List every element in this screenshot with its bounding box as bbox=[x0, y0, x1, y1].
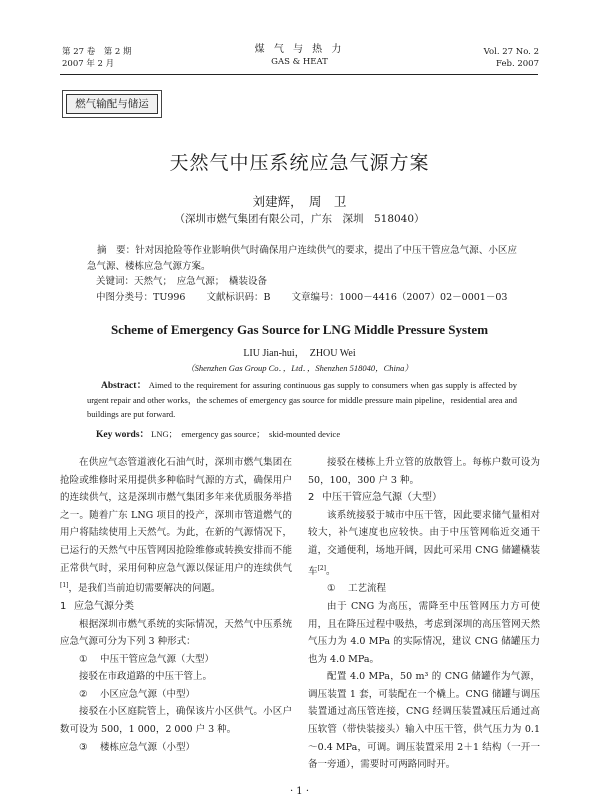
paragraph: 接驳在小区庭院管上，确保该片小区供气。小区户数可设为 500，1 000，2 000 户 3 种。 bbox=[60, 706, 292, 736]
keywords-en-text: LNG； emergency gas source； skid-mounted device bbox=[151, 429, 341, 439]
abstract-zh-text: 针对因抢险等作业影响供气时确保用户连续供气的要求，提出了中压干管应急气源、小区应急气源、楼栋应急气源方案。 bbox=[87, 245, 517, 272]
section-heading bbox=[308, 489, 540, 507]
paragraph: 接驳在楼栋上升立管的放散管上。每栋户数可设为 50，100，300 户 3 种。 bbox=[308, 457, 540, 486]
body-column-left bbox=[60, 454, 292, 756]
section-heading bbox=[60, 598, 292, 616]
authors-en: LIU Jian-hui， ZHOU Wei bbox=[243, 348, 356, 359]
paragraph-text: 该系统接驳于城市中压干管，因此要求储气量相对较大，补气速度也应较快。由于中压管网临近交通干道，交通便利，场地开阔，因此可采用 CNG 储罐橇装车 bbox=[308, 509, 540, 577]
header-date-en: Feb. 2007 bbox=[496, 59, 539, 69]
paragraph bbox=[60, 454, 292, 598]
affiliation-en: （Shenzhen Gas Group Co．，Ltd．，Shenzhen 518040，China） bbox=[186, 363, 413, 373]
paragraph-text: 在供应气态管道液化石油气时，深圳市燃气集团在抢险或维修时采用提供多种临时气源的方式，确保用户的连续供气，这是深圳市燃气集团多年来优质服务举措之一。随着广东 LNG 项目的投产，深圳市管道燃气的用户将陆续使用上天然气。为此，在新的气源情况下，已运行的天然气中压管网因抢险维修或转换安排而不能正常供气时，采用何种应急气源以保证用户的连续供气 bbox=[60, 457, 292, 574]
journal-name-zh: 煤 气 与 热 力 bbox=[254, 44, 345, 55]
section-title: 中压干管应急气源（大型） bbox=[322, 492, 442, 504]
paragraph: 配置 4.0 MPa，50 m³ 的 CNG 储罐作为气源，调压装置 1 套，可装配在一个橇上。CNG 储罐与调压装置通过高压管连接，CNG 经调压装置减压后通过高压软管（带快装接头）输入中压干管，供气压力为 0.1～0.4 MPa，可调。调压装置采用 2＋1 结构（一开一备一旁通），需要时可两路同时开。 bbox=[308, 671, 540, 771]
list-item-text: 工艺流程 bbox=[348, 583, 387, 595]
paragraph-text: ，是我们当前迫切需要解决的问题。 bbox=[68, 583, 221, 595]
citation: [2] bbox=[317, 564, 327, 572]
list-item bbox=[308, 580, 540, 598]
section-number: 2 bbox=[308, 492, 315, 504]
body-column-right bbox=[308, 454, 540, 774]
journal-name-en: GAS & HEAT bbox=[271, 57, 328, 67]
abstract-en-label: Abstract： bbox=[101, 381, 147, 391]
keywords-zh bbox=[96, 274, 267, 290]
header-date-zh: 2007 年 2 月 bbox=[62, 59, 115, 69]
clc-number: 中图分类号：TU996 bbox=[96, 292, 186, 303]
page-number: · 1 · bbox=[289, 786, 310, 797]
list-marker: ③ bbox=[79, 741, 88, 753]
abstract-zh-label: 摘 要： bbox=[97, 245, 136, 256]
keywords-en bbox=[96, 426, 340, 440]
abstract-zh bbox=[87, 243, 517, 274]
list-item bbox=[60, 686, 292, 704]
section-number: 1 bbox=[60, 600, 67, 612]
list-marker: ① bbox=[327, 583, 336, 595]
paragraph: 接驳在市政道路的中压干管上。 bbox=[79, 671, 213, 683]
paragraph-text: 。 bbox=[326, 565, 336, 577]
abstract-en bbox=[87, 378, 517, 421]
keywords-en-label: Key words： bbox=[96, 430, 150, 440]
header-volume: 第 27 卷 第 2 期 bbox=[62, 47, 132, 57]
list-item bbox=[60, 739, 292, 757]
abstract-en-text: Aimed to the requirement for assuring continuous gas supply to consumers when gas supply is affected by urgent repair and other works，the schemes of emergency gas source for middle pressure main pipeline，residential area and buildings are put forward. bbox=[87, 380, 517, 419]
authors-zh: 刘建辉， 周 卫 bbox=[252, 194, 347, 209]
header-volume-en: Vol. 27 No. 2 bbox=[483, 47, 539, 57]
paragraph: 根据深圳市燃气系统的实际情况，天然气中压系统应急气源可分为下列 3 种形式： bbox=[60, 618, 292, 648]
header-volume-info-en bbox=[484, 46, 539, 70]
keywords-zh-label: 关键词： bbox=[96, 276, 135, 287]
list-item bbox=[60, 651, 292, 669]
header-rule bbox=[60, 74, 538, 75]
article-title-zh: 天然气中压系统应急气源方案 bbox=[169, 152, 430, 174]
list-item-text: 中压干管应急气源（大型） bbox=[100, 653, 215, 665]
list-marker: ② bbox=[79, 688, 88, 700]
article-title-en: Scheme of Emergency Gas Source for LNG Middle Pressure System bbox=[110, 322, 489, 337]
affiliation-zh: （深圳市燃气集团有限公司，广东 深圳 518040） bbox=[174, 213, 425, 225]
list-item-text: 小区应急气源（中型） bbox=[100, 688, 196, 700]
citation: [1] bbox=[60, 582, 69, 590]
section-tag: 燃气输配与储运 bbox=[66, 94, 158, 114]
classification-line bbox=[96, 290, 525, 306]
article-number: 文章编号：1000－4416（2007）02－0001－03 bbox=[291, 292, 508, 303]
paragraph: 由于 CNG 为高压，需降至中压管网压力方可使用，且在降压过程中吸热，考虑到深圳的高压管网天然气压力为 4.0 MPa 的实际情况，建议 CNG 储罐压力也为 4.0 MPa。 bbox=[308, 600, 540, 665]
keywords-zh-text: 天然气； 应急气源； 橇装设备 bbox=[134, 276, 268, 287]
document-code: 文献标识码：B bbox=[206, 292, 271, 303]
list-item-text: 楼栋应急气源（小型） bbox=[100, 741, 196, 753]
list-marker: ① bbox=[79, 653, 88, 665]
section-title: 应急气源分类 bbox=[74, 600, 134, 612]
paragraph bbox=[308, 507, 540, 581]
